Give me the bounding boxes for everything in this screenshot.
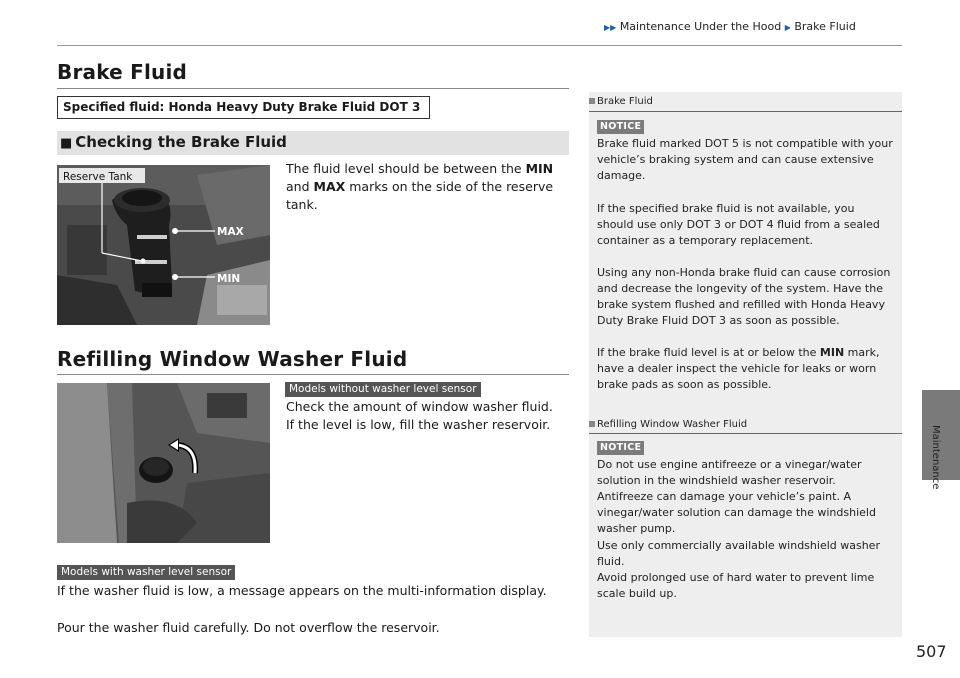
models-without-sensor-label: Models without washer level sensor	[285, 382, 481, 397]
reference-icon	[589, 421, 595, 427]
washer-fill-line: If the level is low, fill the washer reservoir.	[286, 417, 551, 432]
min-keyword: MIN	[819, 346, 845, 359]
heading-divider	[57, 374, 569, 375]
section-tab[interactable]	[922, 390, 960, 480]
washer-fluid-heading: Refilling Window Washer Fluid	[57, 347, 408, 371]
washer-reservoir-photo	[57, 383, 270, 543]
min-keyword: MIN	[525, 161, 554, 176]
breadcrumb-current: Brake Fluid	[794, 20, 856, 33]
breadcrumb-separator-icon: ▶	[784, 23, 791, 32]
checking-brake-fluid-bar	[57, 131, 569, 155]
breadcrumb-parent[interactable]: Maintenance Under the Hood	[619, 20, 782, 33]
washer-notice-badge: NOTICE	[597, 441, 644, 455]
specified-fluid-box: Specified fluid: Honda Heavy Duty Brake Fluid DOT 3	[57, 96, 430, 119]
brake-note-p4-part: mark, have a dealer inspect the vehicle for leaks or worn brake pads as soon as possible.	[597, 346, 880, 391]
models-with-sensor-label: Models with washer level sensor	[57, 565, 235, 580]
washer-note-p3: Use only commercially available windshield washer fluid.	[597, 539, 880, 568]
brake-reserve-tank-photo	[57, 165, 270, 325]
max-keyword: MAX	[313, 179, 346, 194]
washer-note-p1: Do not use engine antifreeze or a vinegar/water solution in the windshield washer reservoir.	[597, 458, 862, 487]
breadcrumb-arrow-icon: ▶▶	[604, 23, 617, 32]
note-divider	[589, 433, 902, 434]
washer-sensor-text: If the washer fluid is low, a message appears on the multi-information display.	[57, 583, 547, 598]
brake-note-p1: Brake fluid marked DOT 5 is not compatible with your vehicle’s braking system and can cause extensive damage.	[597, 137, 893, 182]
brake-fluid-level-text	[286, 160, 570, 214]
washer-reservoir-illustration	[57, 383, 270, 543]
checking-brake-fluid-title: Checking the Brake Fluid	[75, 133, 287, 151]
brake-note-title	[589, 96, 653, 107]
reserve-tank-label: Reserve Tank	[63, 171, 133, 183]
level-text-part: The fluid level should be between the	[286, 161, 526, 176]
brake-tank-illustration	[57, 165, 270, 325]
washer-note-title	[589, 419, 747, 430]
washer-note-p4: Avoid prolonged use of hard water to prevent lime scale build up.	[597, 571, 875, 600]
heading-divider	[57, 88, 569, 89]
brake-note-p4-part: If the brake fluid level is at or below the	[597, 346, 820, 359]
min-mark-label: MIN	[217, 273, 241, 285]
washer-note-p2: Antifreeze can damage your vehicle’s paint. A vinegar/water solution can damage the windshield washer pump.	[597, 490, 876, 535]
page-number: 507	[916, 642, 947, 661]
brake-fluid-heading: Brake Fluid	[57, 60, 188, 84]
reference-icon	[589, 98, 595, 104]
brake-note-p2: If the specified brake fluid is not available, you should use only DOT 3 or DOT 4 fluid from a sealed container as a temporary replacement.	[597, 202, 880, 247]
level-text-part: marks on the side of the reserve tank.	[286, 179, 554, 212]
max-mark-label: MAX	[217, 226, 244, 238]
washer-pour-text: Pour the washer fluid carefully. Do not overflow the reservoir.	[57, 620, 440, 635]
note-divider	[589, 111, 902, 112]
header-divider	[57, 45, 902, 46]
square-bullet-icon: ■	[60, 136, 73, 151]
brake-notice-badge: NOTICE	[597, 120, 644, 134]
brake-note-title-text: Brake Fluid	[597, 96, 653, 107]
breadcrumb	[604, 20, 856, 33]
washer-note-title-text: Refilling Window Washer Fluid	[597, 419, 748, 430]
section-tab-label: Maintenance	[930, 425, 941, 490]
washer-check-text	[286, 398, 570, 434]
washer-check-line: Check the amount of window washer fluid.	[286, 399, 553, 414]
brake-note-p3: Using any non-Honda brake fluid can cause corrosion and decrease the longevity of the system. Have the brake system flushed and refilled with Honda Heavy Duty Brake Fluid DOT 3 as soon as possible.	[597, 266, 891, 327]
brake-note-p4	[597, 345, 893, 393]
level-text-part: and	[286, 179, 314, 194]
